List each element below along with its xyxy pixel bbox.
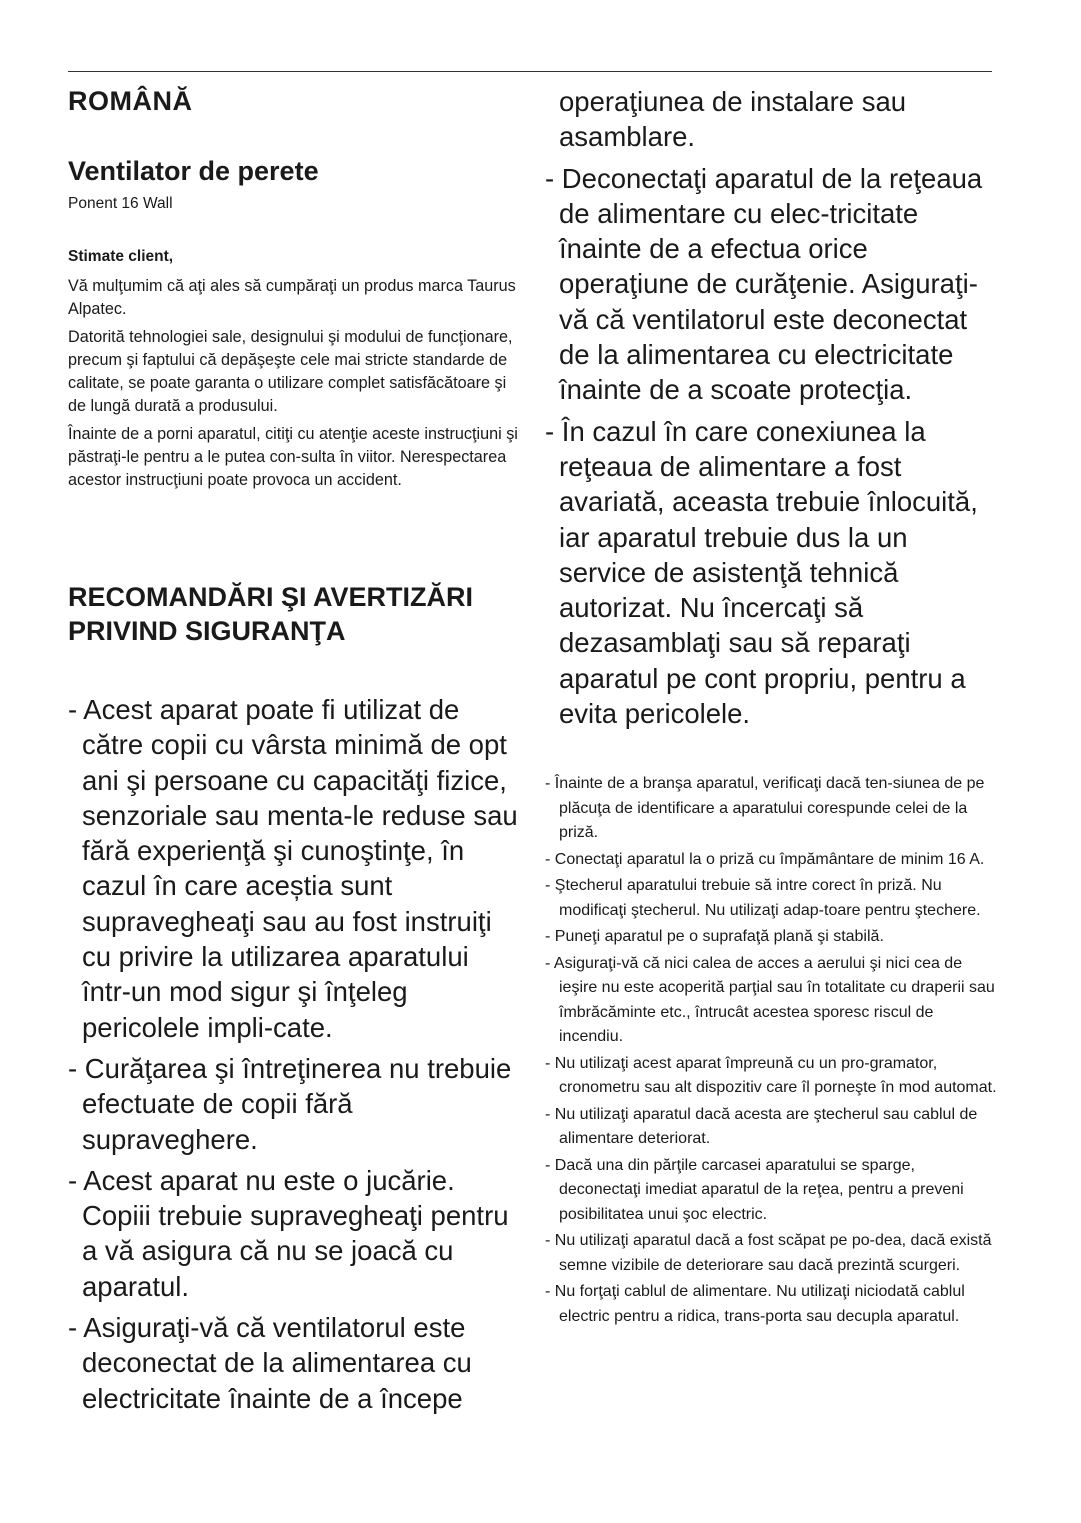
intro-text <box>68 275 518 497</box>
intro-paragraph: Vă mulţumim că aţi ales să cumpăraţi un produs marca Taurus Alpatec. <box>68 277 516 318</box>
product-title: Ventilator de perete <box>68 156 319 186</box>
safety-item-small: - Nu utilizaţi aparatul dacă a fost scăpat pe po-dea, dacă există semne vizibile de deteriorare sau dacă prezintă scurgeri. <box>545 1232 992 1274</box>
intro-paragraph: Datorită tehnologiei sale, designului şi modului de funcţionare, precum şi faptului că depăşeşte cele mai stricte standarde de calitate, se poate garanta o utilizare complet satisfăcătoare şi de lungă durată a produsului. <box>68 328 513 415</box>
safety-item-small: - Conectaţi aparatul la o priză cu împământare de minim 16 A. <box>545 850 985 868</box>
safety-item: - Asiguraţi-vă că ventilatorul este deconectat de la alimentarea cu electricitate înainte de a începe <box>68 1312 472 1414</box>
safety-list-large-right <box>545 84 1000 737</box>
safety-item-small: - Dacă una din părţile carcasei aparatului se sparge, deconectaţi imediat aparatul de la reţea, pentru a preveni posibilitatea unui şoc electric. <box>545 1156 964 1223</box>
safety-item-small: - Nu utilizaţi aparatul dacă acesta are ştecherul sau cablul de alimentare deteriorat. <box>545 1105 978 1147</box>
safety-heading: RECOMANDĂRI ŞI AVERTIZĂRI PRIVIND SIGURANŢA <box>68 582 473 646</box>
safety-list-large-left <box>68 692 518 1422</box>
safety-item: - Acest aparat poate fi utilizat de către copii cu vârsta minimă de opt ani şi persoane cu capacităţi fizice, senzoriale sau menta-le reduse sau fără experienţă şi cunoştinţe, în cazul în care aceștia sunt supravegheaţi sau au fost instruiţi cu privire la utilizarea aparatului într-un mod sigur şi înţeleg pericolele impli-cate. <box>68 694 518 1043</box>
safety-item: - Curăţarea şi întreţinerea nu trebuie efectuate de copii fără supraveghere. <box>68 1052 512 1155</box>
safety-item: - Acest aparat nu este o jucărie. Copiii trebuie supravegheaţi pentru a vă asigura că nu se joacă cu aparatul. <box>68 1164 509 1302</box>
safety-item-small: - Înainte de a branşa aparatul, verificaţi dacă ten-siunea de pe plăcuţa de identificare a aparatului corespunde celei de la priză. <box>545 775 985 841</box>
product-model: Ponent 16 Wall <box>68 195 173 212</box>
safety-item-small: - Ştecherul aparatului trebuie să intre corect în priză. Nu modificaţi ştecherul. Nu utilizaţi adap-toare pentru ştechere. <box>545 877 981 919</box>
safety-item: - Deconectaţi aparatul de la reţeaua de alimentare cu elec-tricitate înainte de a efectua orice operaţiune de curăţenie. Asiguraţi-vă că ventilatorul este deconectat de la alimentarea cu electricitate înainte de a scoate protecţia. <box>545 162 983 406</box>
language-heading: ROMÂNĂ <box>68 86 193 116</box>
safety-item-small: - Asiguraţi-vă că nici calea de acces a aerului şi nici cea de ieşire nu este acoperită parţial sau în totalitate cu draperii sau îmbrăcăminte etc., întrucât acestea sporesc riscul de incendiu. <box>545 954 995 1045</box>
safety-item-small: - Puneţi aparatul pe o suprafaţă plană şi stabilă. <box>545 928 884 945</box>
intro-paragraph: Înainte de a porni aparatul, citiţi cu atenţie aceste instrucţiuni şi păstraţi-le pentru a le putea con-sulta în viitor. Nerespectarea acestor instrucţiuni poate provoca un accident. <box>68 425 518 489</box>
safety-item-small: - Nu forţaţi cablul de alimentare. Nu utilizaţi niciodată cablul electric pentru a ridica, trans-porta sau decupla aparatul. <box>545 1283 965 1325</box>
safety-list-small <box>545 772 1000 1331</box>
safety-item: - În cazul în care conexiunea la reţeaua de alimentare a fost avariată, aceasta trebuie înlocuită, iar aparatul trebuie dus la un service de asistenţă tehnică autorizat. Nu încercaţi să dezasamblaţi sau să reparaţi aparatul pe cont propriu, pentru a evita pericolele. <box>545 415 978 730</box>
safety-item-continued: operaţiunea de instalare sau asamblare. <box>559 86 907 153</box>
greeting: Stimate client, <box>68 248 174 265</box>
safety-item-small: - Nu utilizaţi acest aparat împreună cu un pro-gramator, cronometru sau alt dispozitiv care îl porneşte în mod automat. <box>545 1054 997 1096</box>
header-rule <box>68 71 992 72</box>
